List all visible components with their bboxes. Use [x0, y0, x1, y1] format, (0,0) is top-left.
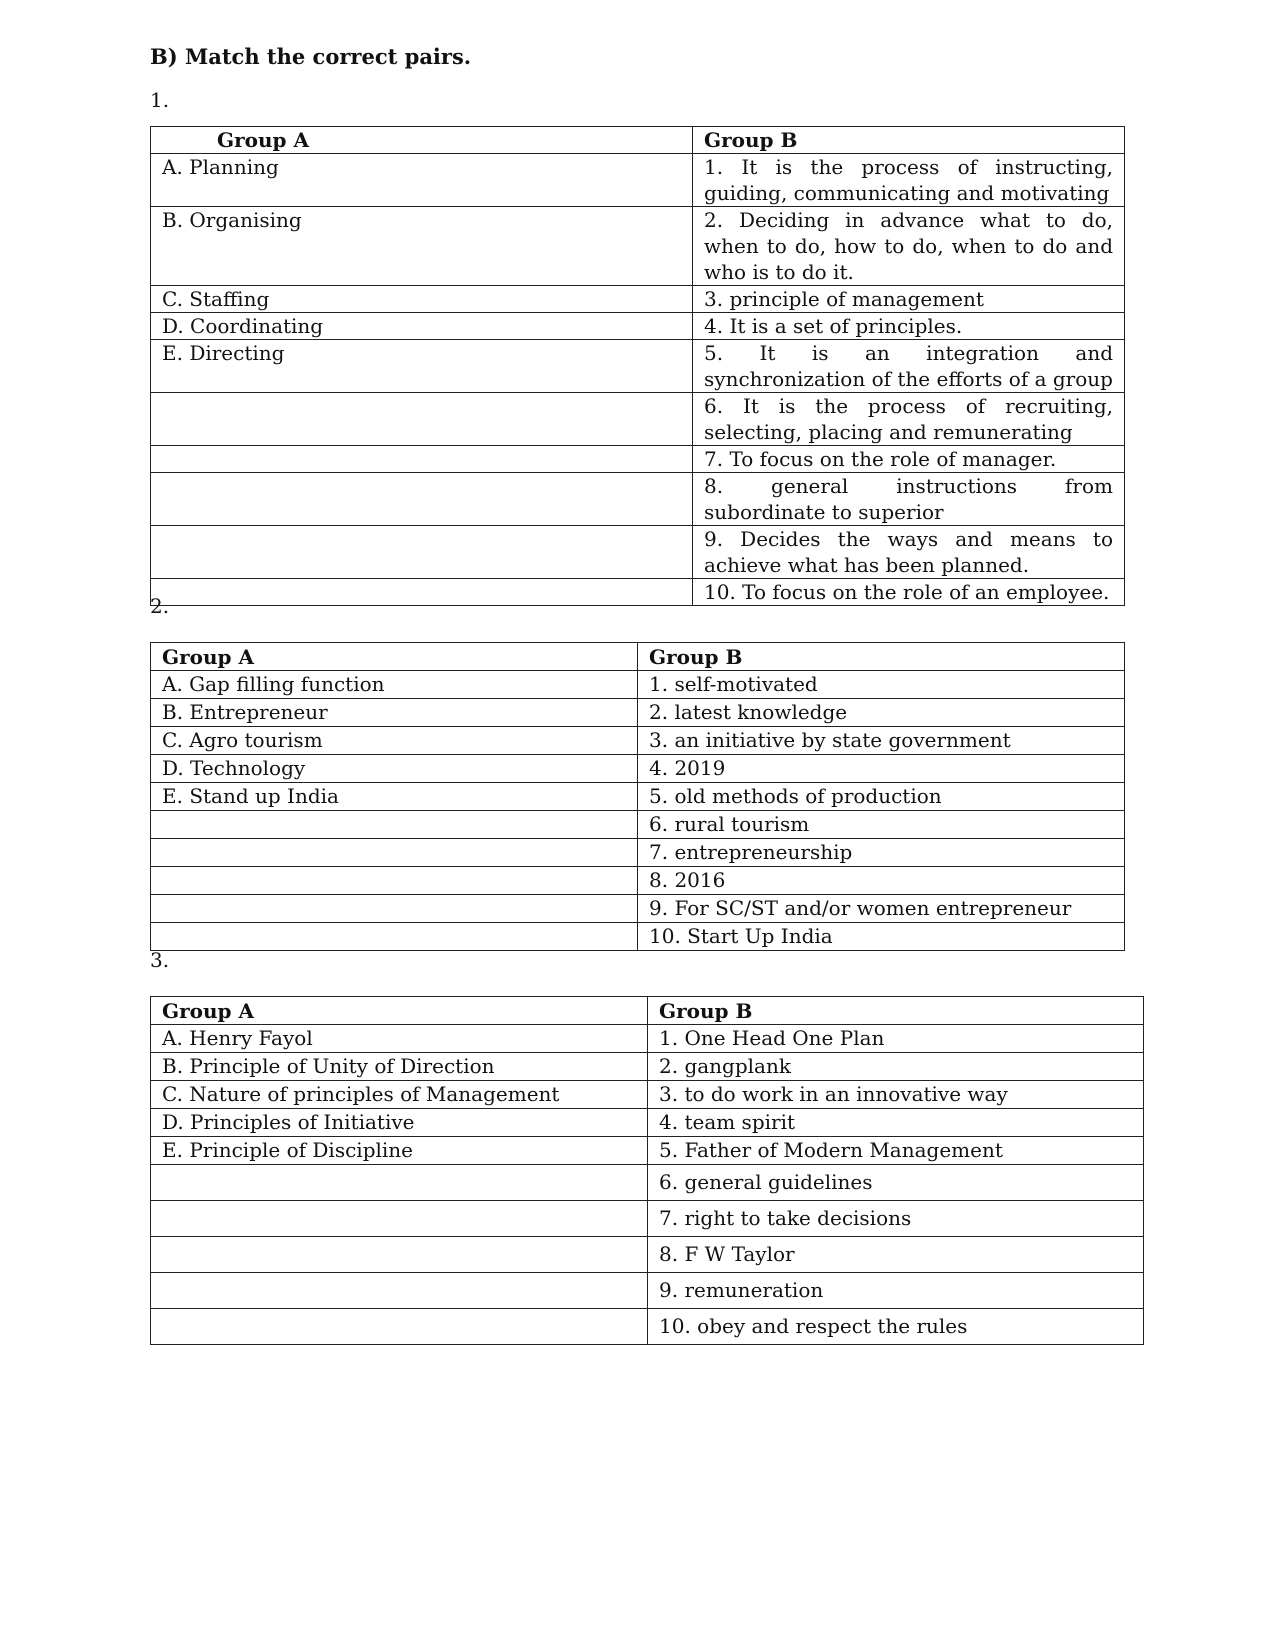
group-b-cell: 6. rural tourism — [638, 811, 1125, 839]
group-b-cell: 4. It is a set of principles. — [693, 313, 1125, 340]
group-a-cell: C. Agro tourism — [151, 727, 638, 755]
group-a-cell: B. Organising — [151, 207, 693, 286]
group-b-cell: 7. entrepreneurship — [638, 839, 1125, 867]
group-a-cell — [151, 526, 693, 579]
question-number-1: 1. — [150, 88, 170, 112]
table-row — [151, 923, 1125, 951]
table-header-row — [151, 643, 1125, 671]
question-number-2: 2. — [150, 594, 170, 618]
table-header-row — [151, 997, 1144, 1025]
group-a-cell — [151, 473, 693, 526]
group-b-cell: 7. To focus on the role of manager. — [693, 446, 1125, 473]
group-b-cell: 3. an initiative by state government — [638, 727, 1125, 755]
group-b-cell: 8. general instructions from subordinate to superior — [693, 473, 1125, 526]
group-b-cell: 8. 2016 — [638, 867, 1125, 895]
group-b-cell: 1. One Head One Plan — [648, 1025, 1144, 1053]
match-table-1 — [150, 126, 1125, 606]
group-b-cell: 2. latest knowledge — [638, 699, 1125, 727]
table-row — [151, 1137, 1144, 1165]
table-row — [151, 1025, 1144, 1053]
table-row — [151, 1273, 1144, 1309]
group-a-cell: E. Stand up India — [151, 783, 638, 811]
match-table-2 — [150, 642, 1125, 951]
group-b-header: Group B — [638, 643, 1125, 671]
group-b-header: Group B — [693, 127, 1125, 154]
table-row — [151, 839, 1125, 867]
group-b-cell: 3. principle of management — [693, 286, 1125, 313]
group-b-cell: 7. right to take decisions — [648, 1201, 1144, 1237]
group-b-cell: 4. team spirit — [648, 1109, 1144, 1137]
match-table-3 — [150, 996, 1144, 1345]
table-row — [151, 286, 1125, 313]
group-b-cell: 2. Deciding in advance what to do, when to do, how to do, when to do and who is to do it. — [693, 207, 1125, 286]
table-row — [151, 340, 1125, 393]
group-b-header: Group B — [648, 997, 1144, 1025]
group-a-cell — [151, 393, 693, 446]
group-a-cell — [151, 839, 638, 867]
group-b-cell: 10. obey and respect the rules — [648, 1309, 1144, 1345]
group-a-cell — [151, 867, 638, 895]
table-row — [151, 1309, 1144, 1345]
group-a-cell: C. Staffing — [151, 286, 693, 313]
table-row — [151, 895, 1125, 923]
group-b-cell: 5. It is an integration and synchronization of the efforts of a group — [693, 340, 1125, 393]
table-row — [151, 207, 1125, 286]
group-b-cell: 2. gangplank — [648, 1053, 1144, 1081]
table-row — [151, 393, 1125, 446]
group-a-cell — [151, 923, 638, 951]
group-b-cell: 4. 2019 — [638, 755, 1125, 783]
group-a-cell — [151, 895, 638, 923]
group-b-cell: 9. Decides the ways and means to achieve what has been planned. — [693, 526, 1125, 579]
group-b-cell: 6. It is the process of recruiting, selecting, placing and remunerating — [693, 393, 1125, 446]
group-a-cell: A. Henry Fayol — [151, 1025, 648, 1053]
group-b-cell: 1. self-motivated — [638, 671, 1125, 699]
table-row — [151, 313, 1125, 340]
group-a-cell — [151, 1237, 648, 1273]
group-a-cell: E. Directing — [151, 340, 693, 393]
group-b-cell: 3. to do work in an innovative way — [648, 1081, 1144, 1109]
group-a-cell: D. Coordinating — [151, 313, 693, 340]
table-row — [151, 446, 1125, 473]
table-row — [151, 1165, 1144, 1201]
table-row — [151, 671, 1125, 699]
table-row — [151, 1081, 1144, 1109]
group-a-cell — [151, 811, 638, 839]
group-a-cell: D. Technology — [151, 755, 638, 783]
section-heading: B) Match the correct pairs. — [150, 44, 472, 69]
question-number-3: 3. — [150, 948, 170, 972]
group-a-cell: A. Planning — [151, 154, 693, 207]
table-row — [151, 699, 1125, 727]
table-row — [151, 1109, 1144, 1137]
group-a-cell — [151, 446, 693, 473]
group-b-cell: 6. general guidelines — [648, 1165, 1144, 1201]
table-row — [151, 867, 1125, 895]
group-a-cell: A. Gap filling function — [151, 671, 638, 699]
table-row — [151, 755, 1125, 783]
table-row — [151, 579, 1125, 606]
table-row — [151, 154, 1125, 207]
table-header-row — [151, 127, 1125, 154]
group-a-cell: C. Nature of principles of Management — [151, 1081, 648, 1109]
group-a-cell — [151, 1201, 648, 1237]
group-a-cell — [151, 579, 693, 606]
group-b-cell: 9. remuneration — [648, 1273, 1144, 1309]
table-row — [151, 727, 1125, 755]
group-a-cell — [151, 1165, 648, 1201]
group-b-cell: 10. To focus on the role of an employee. — [693, 579, 1125, 606]
group-a-cell — [151, 1309, 648, 1345]
table-row — [151, 811, 1125, 839]
group-a-cell: E. Principle of Discipline — [151, 1137, 648, 1165]
table-row — [151, 1201, 1144, 1237]
group-b-cell: 10. Start Up India — [638, 923, 1125, 951]
group-a-header: Group A — [151, 997, 648, 1025]
group-b-cell: 5. Father of Modern Management — [648, 1137, 1144, 1165]
group-a-header: Group A — [151, 643, 638, 671]
group-a-cell: B. Principle of Unity of Direction — [151, 1053, 648, 1081]
group-a-cell: B. Entrepreneur — [151, 699, 638, 727]
group-a-cell — [151, 1273, 648, 1309]
table-row — [151, 1053, 1144, 1081]
table-row — [151, 473, 1125, 526]
group-a-header: Group A — [151, 127, 693, 154]
table-row — [151, 526, 1125, 579]
table-row — [151, 783, 1125, 811]
group-b-cell: 5. old methods of production — [638, 783, 1125, 811]
group-a-cell: D. Principles of Initiative — [151, 1109, 648, 1137]
table-row — [151, 1237, 1144, 1273]
group-b-cell: 9. For SC/ST and/or women entrepreneur — [638, 895, 1125, 923]
group-b-cell: 1. It is the process of instructing, guiding, communicating and motivating — [693, 154, 1125, 207]
group-b-cell: 8. F W Taylor — [648, 1237, 1144, 1273]
